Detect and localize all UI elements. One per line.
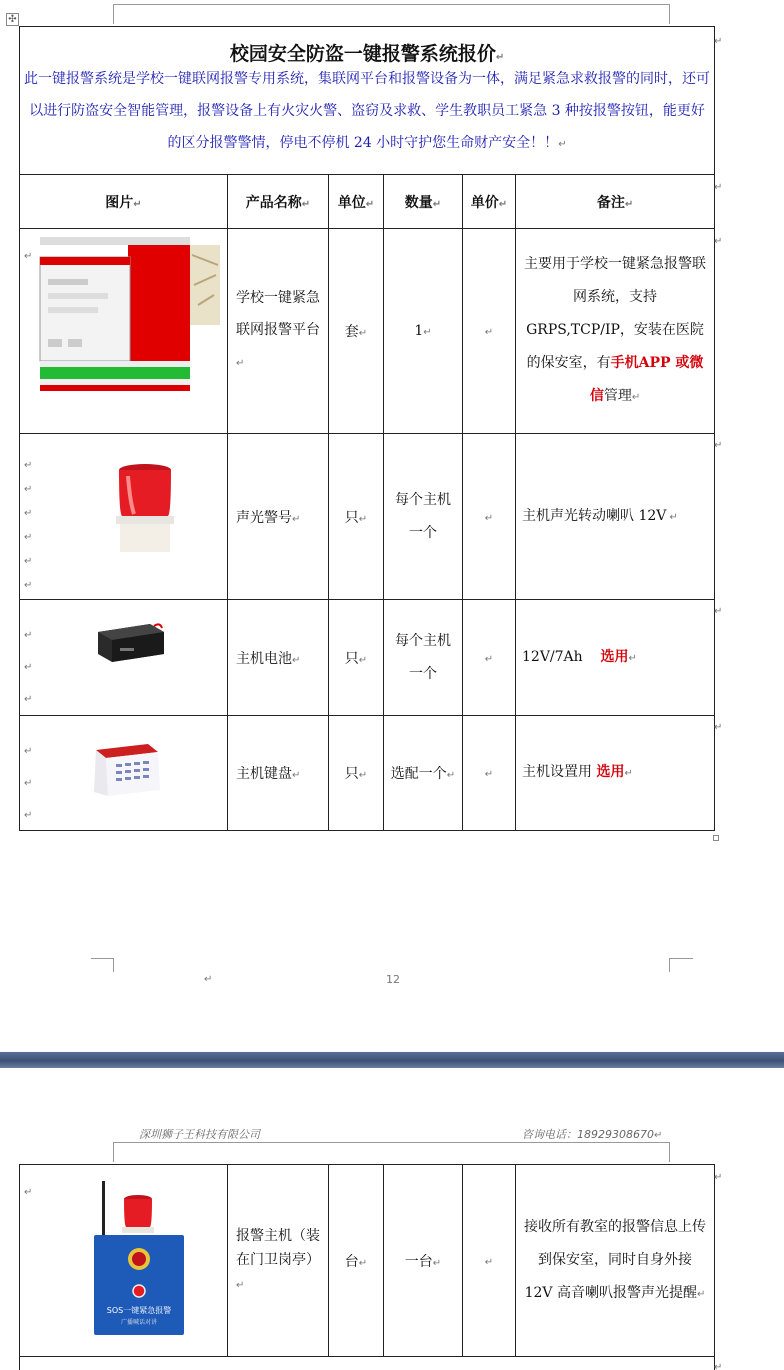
paragraph-mark-icon: ↵: [714, 1172, 723, 1183]
paragraph-mark-icon: ↵: [714, 182, 723, 193]
row-image-platform: ↵: [20, 229, 228, 434]
keypad-image: [92, 742, 162, 798]
row-qty-platform: 1↵: [384, 229, 463, 434]
table-end-marker: [713, 835, 719, 841]
intro-text: 此一键报警系统是学校一键联网报警专用系统，集联网平台和报警设备为一体，满足紧急求救报警的同时，还可以进行防盗安全智能管理，报警设备上有火灾火警、盗窃及求救、学生教职员工紧急 3 种按报警按钮，能更好的区分报警警情，停电不停机 24 小时守护您生命财产安全！！↵: [24, 71, 711, 151]
siren-light-image: [110, 462, 180, 554]
row-image-keypad: ↵ ↵ ↵: [20, 716, 228, 831]
footer-crop-left: [91, 958, 114, 972]
row-remark-host: 接收所有教室的报警信息上传到保安室，同时自身外接 12V 高音喇叭报警声光提醒↵: [516, 1165, 715, 1357]
row-unit-battery: 只↵: [329, 600, 384, 716]
row-qty-siren: 每个主机一个: [384, 434, 463, 600]
row-price-platform: ↵: [463, 229, 516, 434]
paragraph-mark-icon: ↵: [714, 722, 723, 733]
row-price-host: ↵: [463, 1165, 516, 1357]
header-name: 产品名称↵: [228, 175, 329, 229]
row-unit-siren: 只↵: [329, 434, 384, 600]
row-unit-keypad: 只↵: [329, 716, 384, 831]
header-qty: 数量↵: [384, 175, 463, 229]
paragraph-mark-icon: ↵: [714, 606, 723, 617]
page2-header-rule: [113, 1142, 670, 1162]
header-remark: 备注↵: [516, 175, 715, 229]
row-unit-host: 台↵: [329, 1165, 384, 1357]
quote-table-page2: [19, 1164, 715, 1370]
row-remark-platform: 主要用于学校一键紧急报警联网系统，支持 GRPS,TCP/IP，安装在医院的保安室，有手机APP 或微信管理↵: [516, 229, 715, 434]
battery-image: [94, 622, 166, 664]
row-image-siren: ↵ ↵ ↵ ↵ ↵ ↵: [20, 434, 228, 600]
row-name-siren: 声光警号↵: [228, 434, 329, 600]
move-handle-icon[interactable]: ✣: [6, 13, 19, 26]
page-number: 12: [386, 973, 400, 986]
page-break-divider: [0, 1052, 784, 1068]
row-image-battery: ↵ ↵ ↵: [20, 600, 228, 716]
paragraph-mark-icon: ↵: [714, 236, 723, 247]
paragraph-mark-icon: ↵: [714, 36, 723, 47]
row-unit-platform: 套↵: [329, 229, 384, 434]
platform-screenshot-image: [38, 235, 222, 395]
page-title: 校园安全防盗一键报警系统报价↵: [229, 43, 505, 65]
device-sublabel: 广播喊话对讲: [120, 1319, 158, 1326]
row-qty-keypad: 选配一个↵: [384, 716, 463, 831]
alarm-host-image: [80, 1173, 190, 1343]
paragraph-mark-icon: ↵: [714, 440, 723, 451]
row-name-keypad: 主机键盘↵: [228, 716, 329, 831]
device-label: SOS一键紧急报警: [106, 1306, 172, 1315]
footer-crop-right: [669, 958, 693, 972]
row-name-platform: 学校一键紧急联网报警平台↵: [228, 229, 329, 434]
row-name-host: 报警主机（装在门卫岗亭）↵: [228, 1165, 329, 1357]
header-unit: 单位↵: [329, 175, 384, 229]
row-name-battery: 主机电池↵: [228, 600, 329, 716]
row-qty-battery: 每个主机一个: [384, 600, 463, 716]
header-rule: [113, 4, 670, 24]
row-qty-host: 一台↵: [384, 1165, 463, 1357]
row-price-keypad: ↵: [463, 716, 516, 831]
row-price-siren: ↵: [463, 434, 516, 600]
row-price-battery: ↵: [463, 600, 516, 716]
page2-header-company: 深圳狮子王科技有限公司: [139, 1128, 260, 1141]
paragraph-mark-icon: ↵: [204, 974, 213, 985]
row-image-host: ↵ SOS一键紧急报警 广播喊话对讲: [20, 1165, 228, 1357]
row-remark-siren: 主机声光转动喇叭 12V ↵: [516, 434, 715, 600]
header-image: 图片↵: [20, 175, 228, 229]
row-remark-keypad: 主机设置用 选用↵: [516, 716, 715, 831]
header-price: 单价↵: [463, 175, 516, 229]
row-remark-battery: 12V/7Ah 选用↵: [516, 600, 715, 716]
page2-header-phone: 咨询电话：18929308670↵: [522, 1128, 663, 1141]
paragraph-mark-icon: ↵: [714, 1362, 723, 1370]
quote-table: [19, 26, 715, 831]
